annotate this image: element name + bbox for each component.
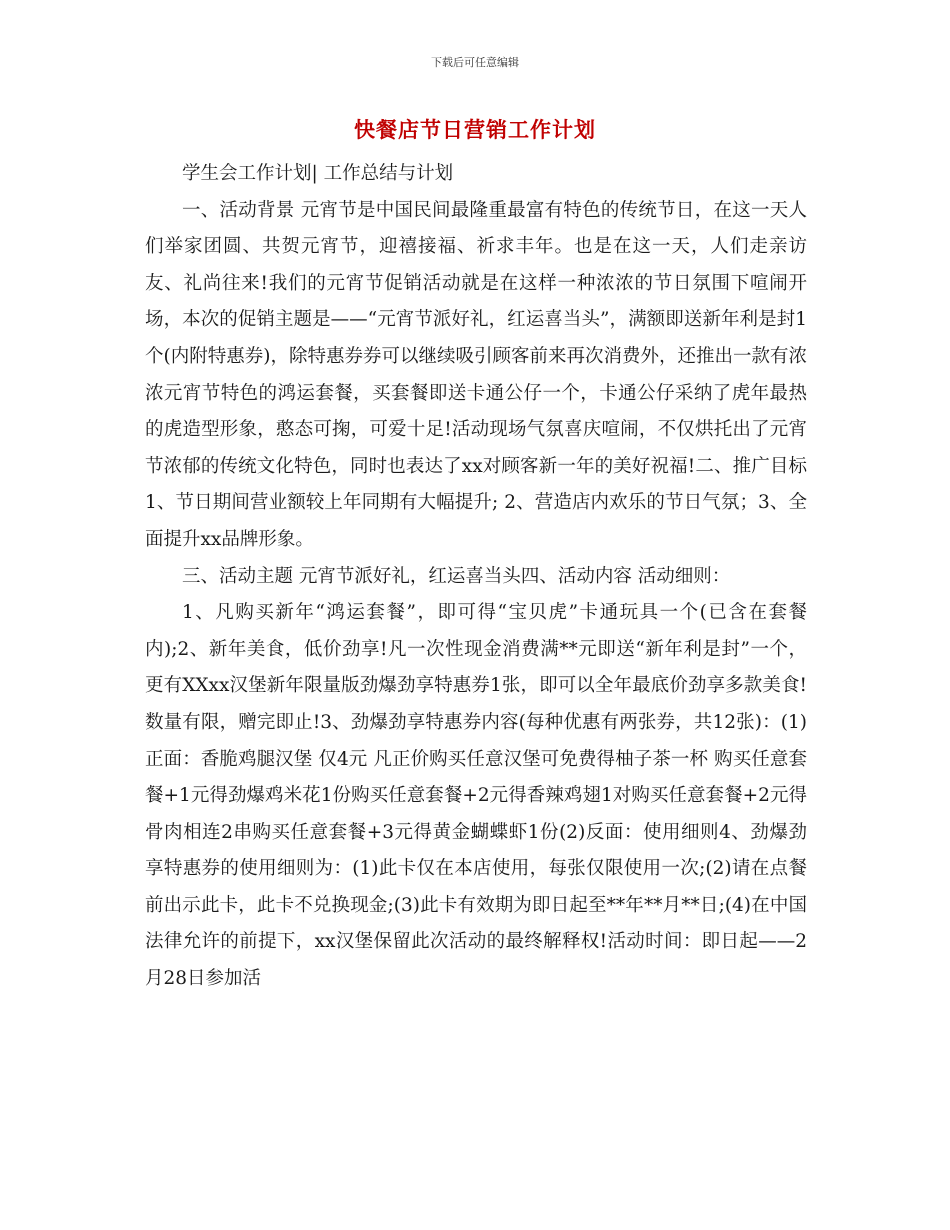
paragraph: 三、活动主题 元宵节派好礼，红运喜当头四、活动内容 活动细则：	[182, 565, 731, 587]
header-note: 下载后可任意编辑	[431, 56, 519, 69]
paragraph: 1、凡购买新年“鸿运套餐”，即可得“宝贝虎”卡通玩具一个(已含在套餐内);2、新年美食，低价劲享!凡一次性现金消费满**元即送“新年利是封”一个，更有XXxx汉堡新年限量版劲爆劲享特惠券1张，即可以全年最底价劲享多款美食!数量有限，赠完即止!3、劲爆劲享特惠券内容(每种优惠有两张券，共12张)：(1)正面：香脆鸡腿汉堡 仅4元 凡正价购买任意汉堡可免费得柚子茶一杯 购买任意套餐+1元得劲爆鸡米花1份购买任意套餐+2元得香辣鸡翅1对购买任意套餐+2元得骨肉相连2串购买任意套餐+3元得黄金蝴蝶虾1份(2)反面：使用细则4、劲爆劲享特惠券的使用细则为：(1)此卡仅在本店使用，每张仅限使用一次;(2)请在点餐前出示此卡，此卡不兑换现金;(3)此卡有效期为即日起至**年**月**日;(4)在中国法律允许的前提下，xx汉堡保留此次活动的最终解释权!活动时间：即日起——2月28日参加活	[145, 602, 807, 990]
document-title: 快餐店节日营销工作计划	[354, 118, 596, 142]
paragraph: 一、活动背景 元宵节是中国民间最隆重最富有特色的传统节日，在这一天人们举家团圆、共贺元宵节，迎禧接福、祈求丰年。也是在这一天，人们走亲访友、礼尚往来!我们的元宵节促销活动就是在这样一种浓浓的节日氛围下喧闹开场，本次的促销主题是——“元宵节派好礼，红运喜当头”，满额即送新年利是封1个(内附特惠券)，除特惠券券可以继续吸引顾客前来再次消费外，还推出一款有浓浓元宵节特色的鸿运套餐，买套餐即送卡通公仔一个，卡通公仔采纳了虎年最热的虎造型形象，憨态可掬，可爱十足!活动现场气氛喜庆喧闹，不仅烘托出了元宵节浓郁的传统文化特色，同时也表达了xx对顾客新一年的美好祝福!二、推广目标 1、节日期间营业额较上年同期有大幅提升; 2、营造店内欢乐的节日气氛；3、全面提升xx品牌形象。	[145, 199, 807, 550]
document-body	[145, 156, 807, 998]
paragraph: 学生会工作计划| 工作总结与计划	[182, 163, 454, 184]
